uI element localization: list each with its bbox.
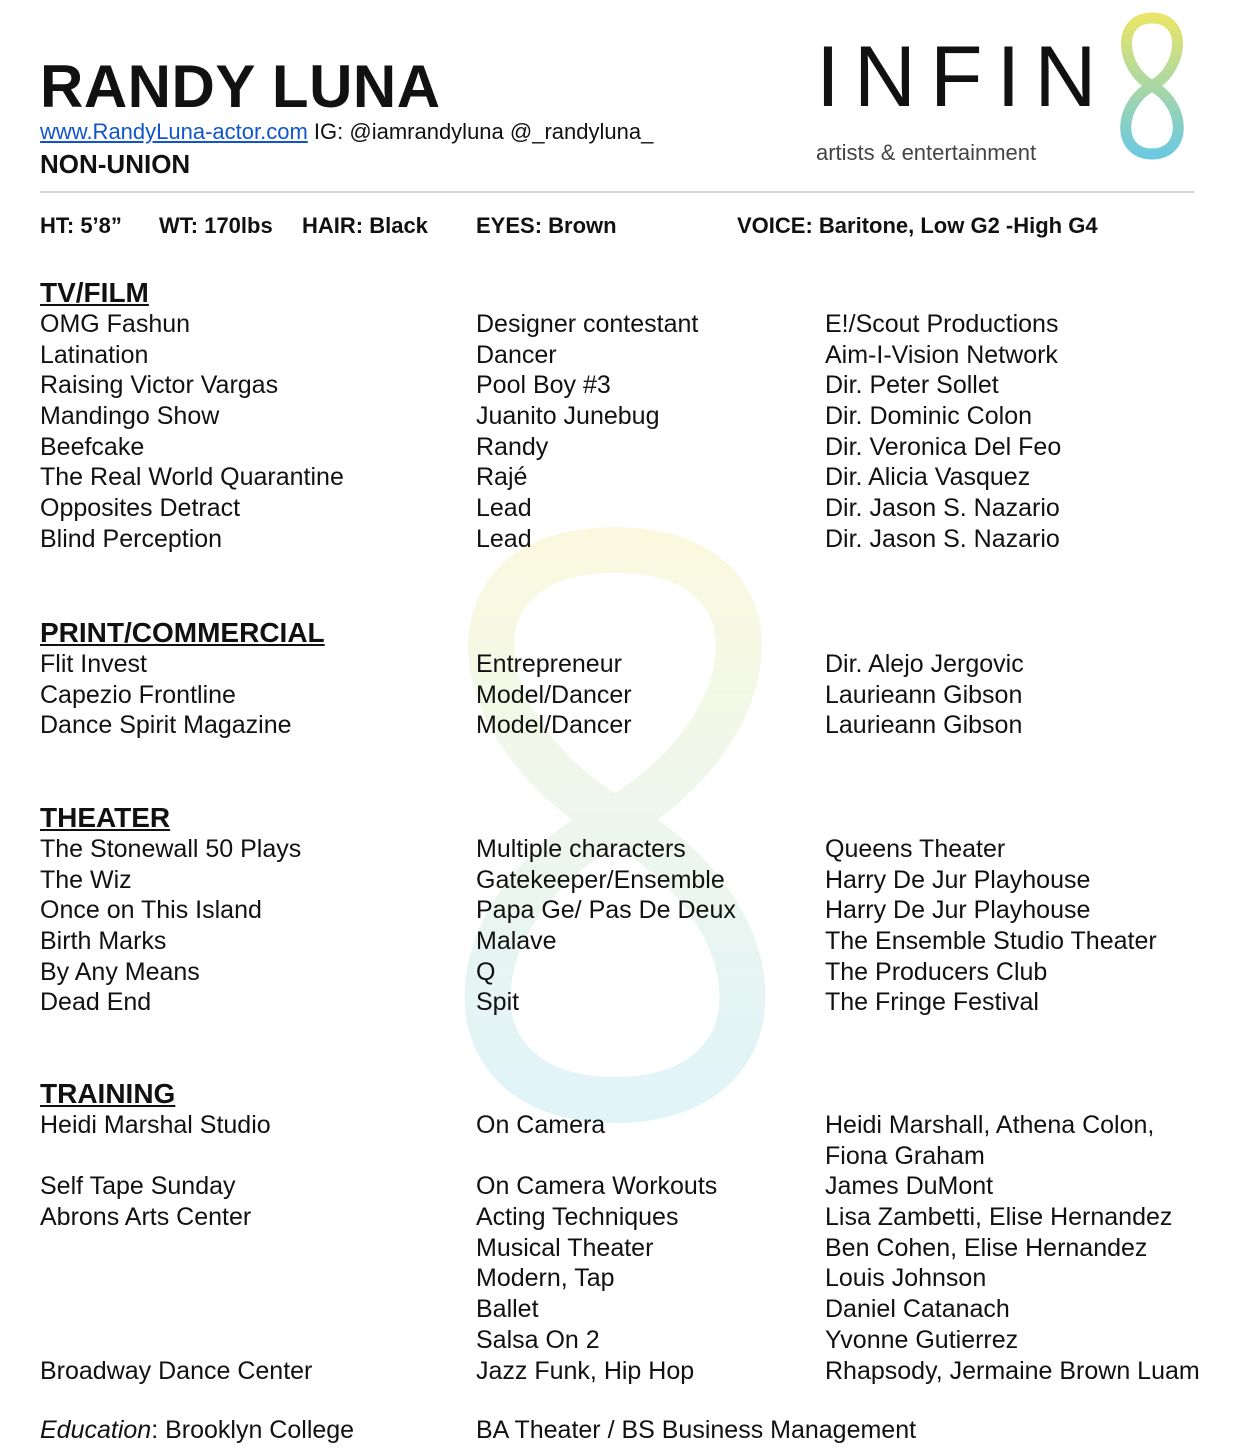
credit-company: The Producers Club bbox=[825, 957, 1048, 986]
credit-company: Laurieann Gibson bbox=[825, 680, 1023, 709]
stat-hair: HAIR: Black bbox=[302, 213, 428, 238]
credit-company: Dir. Alejo Jergovic bbox=[825, 650, 1024, 678]
credit-role: Pool Boy #3 bbox=[476, 371, 611, 400]
credit-project: Mandingo Show bbox=[40, 402, 220, 431]
credit-role: Modern, Tap bbox=[476, 1264, 615, 1293]
credit-company: Dir. Veronica Del Feo bbox=[825, 432, 1062, 461]
credit-role: Jazz Funk, Hip Hop bbox=[476, 1356, 695, 1385]
credit-company: Aim-I-Vision Network bbox=[825, 340, 1058, 369]
credit-row bbox=[40, 370, 1220, 401]
contact-line bbox=[40, 118, 653, 146]
credit-role: Spit bbox=[476, 988, 520, 1017]
section-title: PRINT/COMMERCIAL bbox=[40, 617, 325, 648]
credit-row bbox=[40, 895, 1220, 926]
union-status: NON-UNION bbox=[40, 149, 191, 179]
credit-row bbox=[40, 524, 1220, 555]
credit-project: By Any Means bbox=[40, 957, 200, 986]
stat-voice: VOICE: Baritone, Low G2 -High G4 bbox=[737, 213, 1098, 238]
section-training bbox=[40, 1078, 1220, 1417]
credit-row bbox=[40, 1356, 1220, 1417]
credit-project: Beefcake bbox=[40, 432, 145, 461]
education-degree: BA Theater / BS Business Management bbox=[476, 1416, 917, 1444]
credit-project: Flit Invest bbox=[40, 650, 147, 678]
credit-project: The Real World Quarantine bbox=[40, 463, 344, 492]
credit-row bbox=[40, 1171, 1220, 1202]
credit-row bbox=[40, 1263, 1220, 1294]
credit-role: Model/Dancer bbox=[476, 680, 632, 709]
credit-project: Raising Victor Vargas bbox=[40, 371, 279, 400]
credit-company: The Ensemble Studio Theater bbox=[825, 927, 1157, 956]
credit-role: Papa Ge/ Pas De Deux bbox=[476, 896, 736, 925]
credit-company: E!/Scout Productions bbox=[825, 310, 1059, 338]
actor-name: RANDY LUNA bbox=[40, 53, 441, 120]
credit-row bbox=[40, 1233, 1220, 1264]
credit-project: Once on This Island bbox=[40, 896, 262, 925]
credit-role: Acting Techniques bbox=[476, 1203, 679, 1232]
credit-project: Opposites Detract bbox=[40, 494, 241, 523]
infinity-eight-icon bbox=[1110, 10, 1194, 162]
credits-list bbox=[40, 649, 1220, 741]
credit-role: Dancer bbox=[476, 340, 557, 369]
credit-role: Ballet bbox=[476, 1295, 539, 1324]
credit-company: Louis Johnson bbox=[825, 1264, 987, 1293]
credit-row bbox=[40, 493, 1220, 524]
credit-company: Yvonne Gutierrez bbox=[825, 1325, 1019, 1354]
credit-company: Rhapsody, Jermaine Brown Luam bbox=[825, 1356, 1200, 1385]
credit-company: Queens Theater bbox=[825, 835, 1006, 863]
credit-row bbox=[40, 309, 1220, 340]
section-title: TRAINING bbox=[40, 1078, 176, 1109]
logo-wordmark: INFIN bbox=[816, 29, 1111, 125]
education-school bbox=[40, 1415, 354, 1446]
credit-row bbox=[40, 1294, 1220, 1325]
section-theater bbox=[40, 802, 1220, 1018]
website-link[interactable]: www.RandyLuna-actor.com bbox=[40, 119, 308, 144]
credit-row bbox=[40, 865, 1220, 896]
credit-row bbox=[40, 1202, 1220, 1233]
credit-role: Q bbox=[476, 957, 496, 986]
credit-project: Dance Spirit Magazine bbox=[40, 711, 292, 740]
credit-row bbox=[40, 680, 1220, 711]
credit-project: Latination bbox=[40, 340, 149, 369]
stat-eyes: EYES: Brown bbox=[476, 213, 617, 238]
credit-company: Dir. Dominic Colon bbox=[825, 402, 1033, 431]
credits-list bbox=[40, 1110, 1220, 1417]
credit-role: Randy bbox=[476, 432, 549, 461]
credit-company: Heidi Marshall, Athena Colon, Fiona Graham bbox=[825, 1111, 1155, 1170]
credit-role: Lead bbox=[476, 494, 532, 523]
education-label: Education bbox=[40, 1416, 152, 1444]
credit-company: Dir. Peter Sollet bbox=[825, 371, 999, 400]
credit-role: Model/Dancer bbox=[476, 711, 632, 740]
credit-company: Dir. Jason S. Nazario bbox=[825, 494, 1060, 523]
credit-row bbox=[40, 1325, 1220, 1356]
education-row bbox=[40, 1415, 1220, 1446]
credit-project: Heidi Marshal Studio bbox=[40, 1111, 271, 1139]
credit-row bbox=[40, 340, 1220, 371]
credit-row bbox=[40, 1110, 1220, 1171]
credit-row bbox=[40, 710, 1220, 741]
section-print-commercial bbox=[40, 617, 1220, 741]
credit-project: The Stonewall 50 Plays bbox=[40, 835, 302, 863]
section-title: THEATER bbox=[40, 802, 171, 833]
section-tv-film bbox=[40, 277, 1220, 555]
credit-project: The Wiz bbox=[40, 865, 132, 894]
stat-height: HT: 5’8” bbox=[40, 213, 122, 238]
education-school-name: : Brooklyn College bbox=[151, 1416, 355, 1444]
credit-role: On Camera bbox=[476, 1111, 606, 1139]
credit-company: Laurieann Gibson bbox=[825, 711, 1023, 740]
credit-row bbox=[40, 957, 1220, 988]
credit-role: Juanito Junebug bbox=[476, 402, 660, 431]
credit-role: Lead bbox=[476, 524, 532, 553]
credit-company: James DuMont bbox=[825, 1172, 994, 1201]
credit-role: Salsa On 2 bbox=[476, 1325, 600, 1354]
credit-project: Abrons Arts Center bbox=[40, 1203, 252, 1232]
logo-tagline: artists & entertainment bbox=[816, 140, 1037, 165]
credit-role: Multiple characters bbox=[476, 835, 686, 863]
credit-project: Birth Marks bbox=[40, 927, 167, 956]
credit-role: Designer contestant bbox=[476, 310, 699, 338]
credit-row bbox=[40, 462, 1220, 493]
credit-project: Capezio Frontline bbox=[40, 680, 236, 709]
credit-role: Musical Theater bbox=[476, 1233, 654, 1262]
credit-row bbox=[40, 926, 1220, 957]
agency-logo bbox=[812, 10, 1202, 170]
credits-list bbox=[40, 309, 1220, 555]
credit-project: OMG Fashun bbox=[40, 310, 191, 338]
credits-list bbox=[40, 834, 1220, 1018]
credit-row bbox=[40, 987, 1220, 1018]
credit-role: On Camera Workouts bbox=[476, 1172, 718, 1201]
credit-row bbox=[40, 834, 1220, 865]
credit-row bbox=[40, 432, 1220, 463]
section-title: TV/FILM bbox=[40, 277, 149, 308]
credit-project: Dead End bbox=[40, 988, 152, 1017]
instagram-handles: IG: @iamrandyluna @_randyluna_ bbox=[313, 119, 654, 144]
credit-project: Self Tape Sunday bbox=[40, 1172, 236, 1201]
credit-company: Ben Cohen, Elise Hernandez bbox=[825, 1233, 1148, 1262]
header-divider bbox=[40, 191, 1194, 193]
credit-company: Dir. Jason S. Nazario bbox=[825, 524, 1060, 553]
credit-project: Blind Perception bbox=[40, 524, 223, 553]
credit-company: The Fringe Festival bbox=[825, 988, 1039, 1017]
credit-role: Gatekeeper/Ensemble bbox=[476, 865, 725, 894]
credit-role: Malave bbox=[476, 927, 557, 956]
credit-company: Daniel Catanach bbox=[825, 1295, 1010, 1324]
credit-row bbox=[40, 401, 1220, 432]
credit-company: Harry De Jur Playhouse bbox=[825, 896, 1091, 925]
credit-company: Dir. Alicia Vasquez bbox=[825, 463, 1031, 492]
credit-company: Harry De Jur Playhouse bbox=[825, 865, 1091, 894]
credit-company: Lisa Zambetti, Elise Hernandez bbox=[825, 1203, 1173, 1232]
credit-role: Entrepreneur bbox=[476, 650, 622, 678]
credit-role: Rajé bbox=[476, 463, 528, 492]
credit-project: Broadway Dance Center bbox=[40, 1356, 313, 1385]
stat-weight: WT: 170lbs bbox=[159, 213, 273, 238]
credit-row bbox=[40, 649, 1220, 680]
